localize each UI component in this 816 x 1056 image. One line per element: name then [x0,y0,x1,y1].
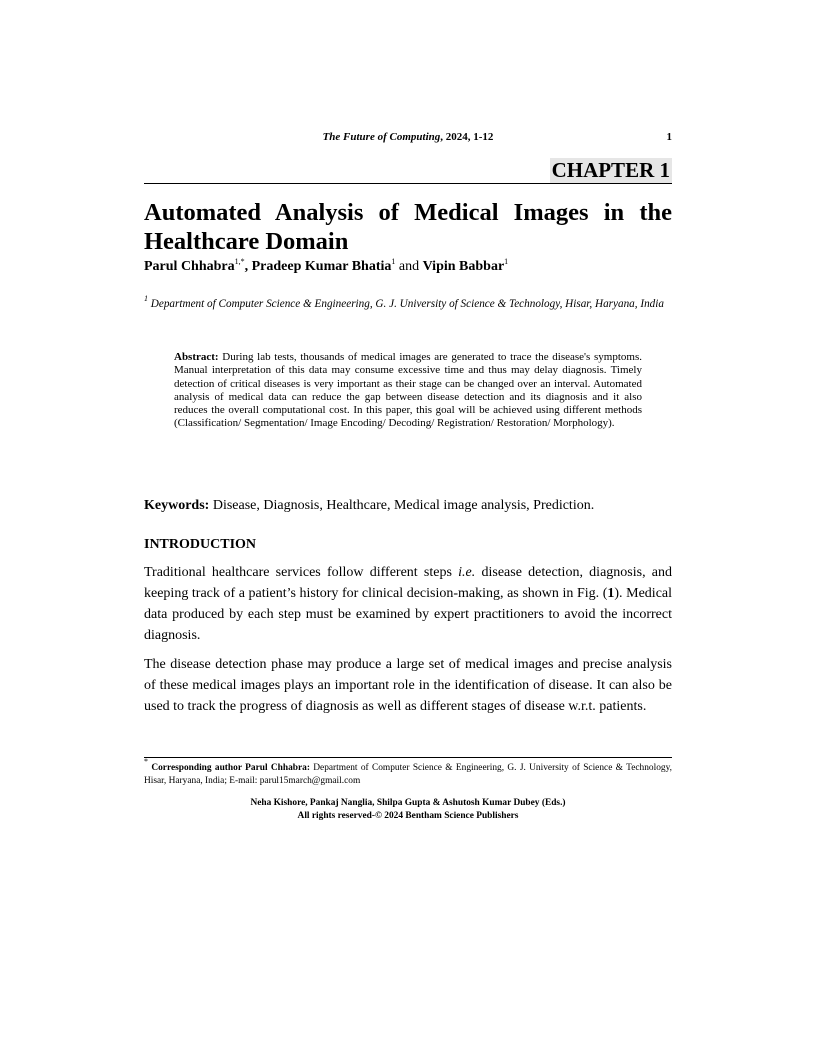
journal-year-pages: , 2024, 1-12 [440,131,494,143]
author-name: Pradeep Kumar Bhatia [251,259,392,274]
keywords-label: Keywords: [144,498,210,513]
author-separator: , [244,259,252,274]
author-name: Parul Chhabra [144,259,235,274]
page-number: 1 [666,131,672,143]
header-rule [144,183,672,184]
author-affiliation-marker: 1 [391,257,396,266]
chapter-title [144,198,672,256]
abstract [174,351,642,431]
journal-name: The Future of Computing [322,131,441,143]
chapter-label: CHAPTER 1 [551,158,670,182]
affiliation: $^1$ Department of Computer Science & Engineering, G. J. University of Science & Technology, Hisar, Haryana, India [144,294,664,310]
abstract-label: Abstract: [174,351,219,363]
editors: Neha Kishore, Pankaj Nanglia, Shilpa Gupta & Ashutosh Kumar Dubey (Eds.) [250,798,566,808]
footnote-rule [144,757,672,758]
keywords-text: Disease, Diagnosis, Healthcare, Medical image analysis, Prediction. [209,498,595,513]
title-line-2: Healthcare Domain [144,228,349,255]
footnote: * Corresponding author Parul Chhabra: Department of Computer Science & Engineering, G. J. University of Science & Technology, Hisar, Haryana, India; E-mail: parul15march@gmail.com [144,757,672,786]
author-list [144,259,508,275]
keywords [144,498,594,514]
paragraph-2: The disease detection phase may produce a large set of medical images and precise analysis of these medical images plays an important role in the identification of disease. It can also be used to track the progress of diagnosis as well as different stages of disease w.r.t. patients. [144,657,672,714]
author-affiliation-marker: 1,* [234,257,245,266]
author-separator: and [395,259,423,274]
paragraph-1: Traditional healthcare services follow different steps i.e. disease detection, diagnosis, and keeping track of a patient’s history for clinical decision-making, as shown in Fig. (1). Medical data produced by each step must be examined by expert practitioners to avoid the incorrect diagnosis. [144,565,673,643]
author-affiliation-marker: 1 [504,257,509,266]
editors-block [144,797,672,822]
copyright: All rights reserved-© 2024 Bentham Science Publishers [297,810,519,821]
abstract-text: During lab tests, thousands of medical images are generated to trace the disease's symptoms. Manual interpretation of this data may consume excessive time and thus may delay diagnosis. Timely detection of critical diseases is very important as their stage can be changed over an interval. Automated analysis of medical data can reduce the gap between disease detection and its diagnosis and it also reduces the overall computational cost. In this paper, this goal will be achieved using different methods (Classification/ Segmentation/ Image Encoding/ Decoding/ Registration/ Restoration/ Morphology). [174,351,642,430]
author-name: Vipin Babbar [422,259,505,274]
title-line-1: Automated Analysis of Medical Images in the [144,199,672,226]
section-heading: INTRODUCTION [144,537,257,552]
